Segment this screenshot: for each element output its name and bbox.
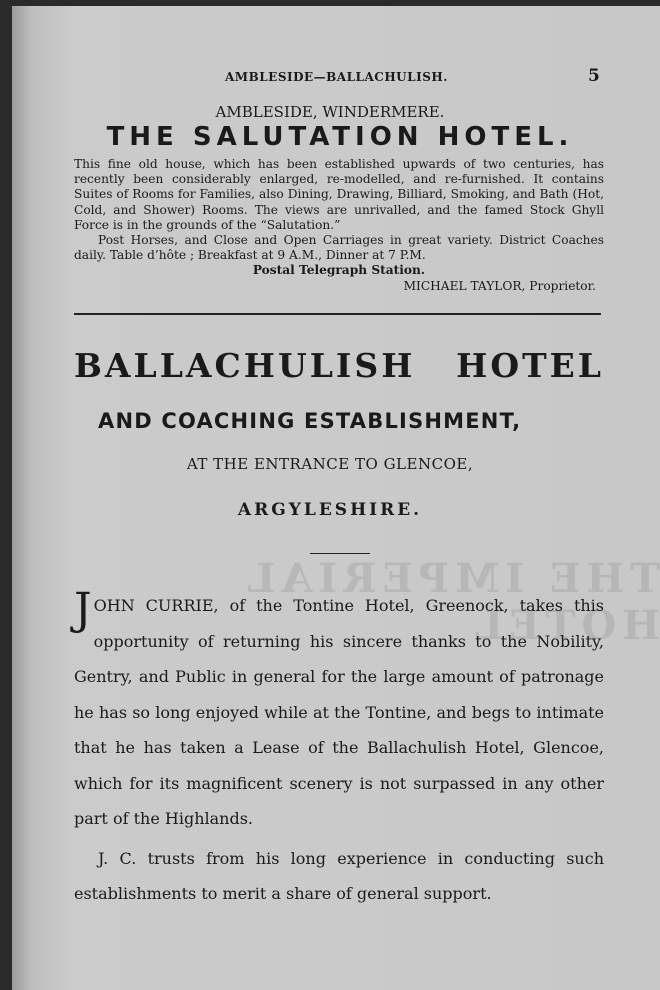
- ballachulish-subtitle: AND COACHING ESTABLISHMENT,: [98, 409, 522, 433]
- paragraph-1-text: OHN CURRIE, of the Tontine Hotel, Greenock, takes this opportunity of returning his sincere thanks to the Nobility, Gentry, and Public in general for the large amount of patronage he has so long enjoyed while at the Tontine, and begs to intimate that he has taken a Lease of the Ballachulish Hotel, Glencoe, which for its magnificent scenery is not surpassed in any other part of the Highlands.: [74, 596, 604, 828]
- salutation-proprietor: MICHAEL TAYLOR, Proprietor.: [403, 278, 596, 293]
- ballachulish-advert-body: [74, 584, 604, 912]
- bleed-through-text: THE IMPERIAL HOTEL: [241, 555, 660, 649]
- paragraph-2: J. C. trusts from his long experience in conducting such establishments to merit a share of general support.: [74, 848, 604, 903]
- salutation-description: This fine old house, which has been established upwards of two centuries, has recently been considerably enlarged, re-modelled, and re-furnished. It contains Suites of Rooms for Families, also Dining, Drawing, Billiard, Smoking, and Bath (Hot, Cold, and Shower) Rooms. The views are unrivalled, and the famed Stock Ghyll Force is in the grounds of the “Salutation.”: [74, 157, 604, 232]
- salutation-location: AMBLESIDE, WINDERMERE.: [215, 103, 445, 121]
- salutation-advert-body: [74, 157, 604, 294]
- salutation-hotel-title: THE SALUTATION HOTEL.: [106, 122, 574, 152]
- ballachulish-county: ARGYLESHIRE.: [237, 500, 423, 520]
- page-number: 5: [588, 66, 600, 86]
- ballachulish-location: AT THE ENTRANCE TO GLENCOE,: [186, 455, 474, 473]
- short-divider: [310, 553, 370, 554]
- salutation-carriages: Post Horses, and Close and Open Carriages in great variety. District Coaches daily. Table d’hôte ; Breakfast at 9 A.M., Dinner at 7 P.M.: [74, 233, 604, 263]
- divider-rule: [74, 313, 601, 315]
- salutation-telegraph: Postal Telegraph Station.: [252, 263, 426, 278]
- drop-cap: J: [74, 584, 92, 635]
- ballachulish-hotel-title: BALLACHULISH HOTEL: [74, 346, 604, 385]
- running-title: AMBLESIDE—BALLACHULISH.: [225, 70, 448, 84]
- paragraph-1: [74, 584, 604, 837]
